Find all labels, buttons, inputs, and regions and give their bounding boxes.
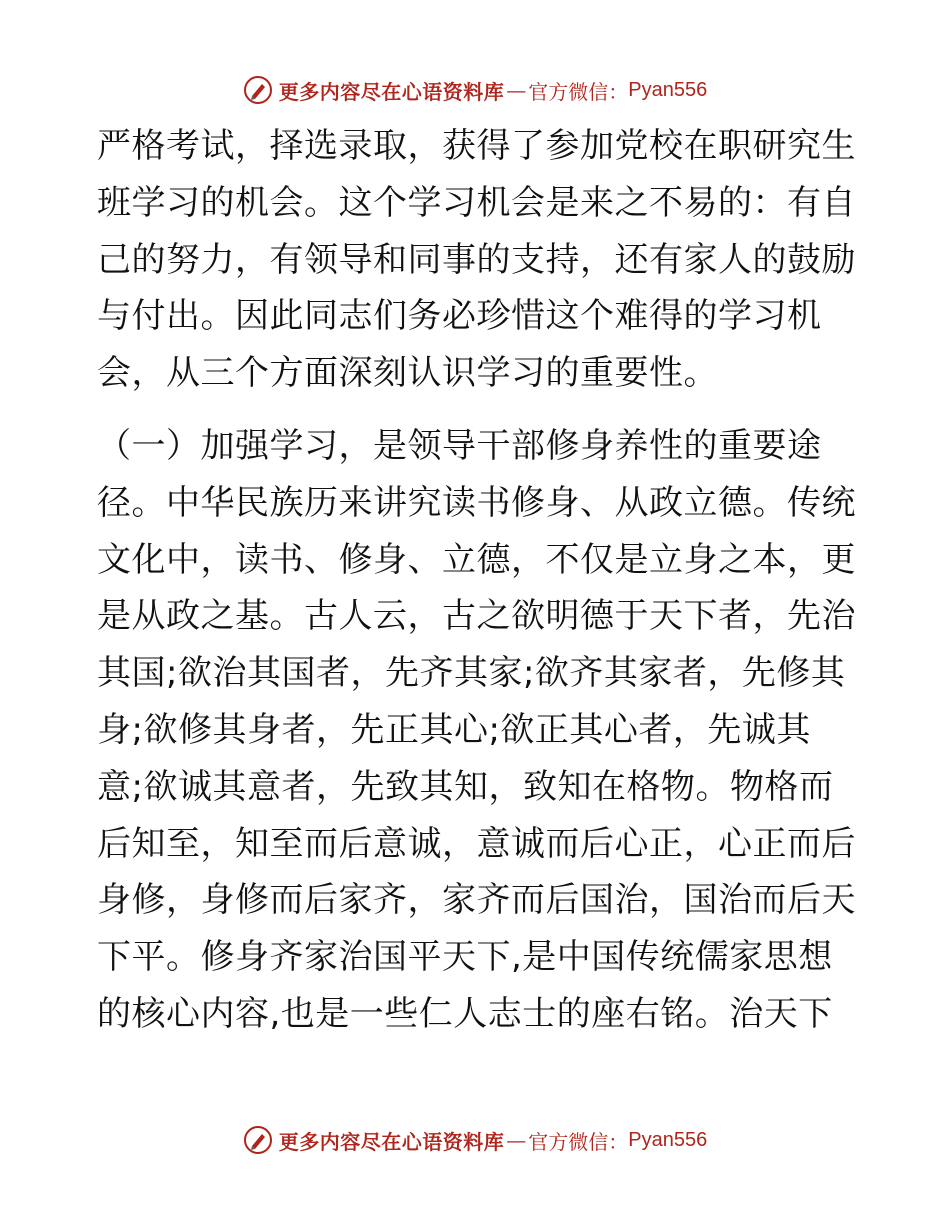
text-line: 文化中，读书、修身、立德，不仅是立身之本，更 xyxy=(97,539,856,580)
paragraph-spacing xyxy=(97,402,857,418)
paragraph-1 xyxy=(97,118,857,402)
text-line: 会，从三个方面深刻认识学习的重要性。 xyxy=(97,353,718,394)
text-line: 身修，身修而后家齐，家齐而后国治，国治而后天 xyxy=(97,880,856,921)
pen-logo-icon xyxy=(243,1125,273,1155)
pen-logo-icon xyxy=(243,75,273,105)
header-wechat-label: 官方微信： xyxy=(528,79,629,104)
text-line: 是从政之基。古人云，古之欲明德于天下者，先治 xyxy=(97,596,856,637)
document-body xyxy=(97,118,857,1043)
text-line: 与付出。因此同志们务必珍惜这个难得的学习机 xyxy=(97,296,822,337)
header-dash: — xyxy=(506,78,527,102)
footer-dash: — xyxy=(506,1128,527,1152)
text-line: 身;欲修其身者，先正其心;欲正其心者，先诚其 xyxy=(97,709,811,750)
text-line: 后知至，知至而后意诚，意诚而后心正，心正而后 xyxy=(97,823,856,864)
header-site-name: 更多内容尽在心语资料库 xyxy=(278,79,505,104)
text-line: 的核心内容,也是一些仁人志士的座右铭。治天下 xyxy=(97,993,833,1034)
text-line: 其国;欲治其国者，先齐其家;欲齐其家者，先修其 xyxy=(97,653,846,694)
footer-wechat-label: 官方微信： xyxy=(528,1129,629,1154)
text-line: 己的努力，有领导和同事的支持，还有家人的鼓励 xyxy=(97,239,856,280)
header-banner xyxy=(0,72,950,108)
footer-site-name: 更多内容尽在心语资料库 xyxy=(278,1129,505,1154)
footer-banner xyxy=(0,1122,950,1158)
header-wechat-id: Pyan556 xyxy=(628,78,708,101)
text-line: 径。中华民族历来讲究读书修身、从政立德。传统 xyxy=(97,482,856,523)
text-line: （一）加强学习，是领导干部修身养性的重要途 xyxy=(97,425,822,466)
text-line: 下平。修身齐家治国平天下,是中国传统儒家思想 xyxy=(97,937,833,978)
text-line: 班学习的机会。这个学习机会是来之不易的：有自 xyxy=(97,182,856,223)
paragraph-2 xyxy=(97,418,857,1043)
footer-wechat-id: Pyan556 xyxy=(628,1128,708,1151)
text-line: 意;欲诚其意者，先致其知，致知在格物。物格而 xyxy=(97,766,834,807)
text-line: 严格考试，择选录取，获得了参加党校在职研究生 xyxy=(97,126,856,166)
